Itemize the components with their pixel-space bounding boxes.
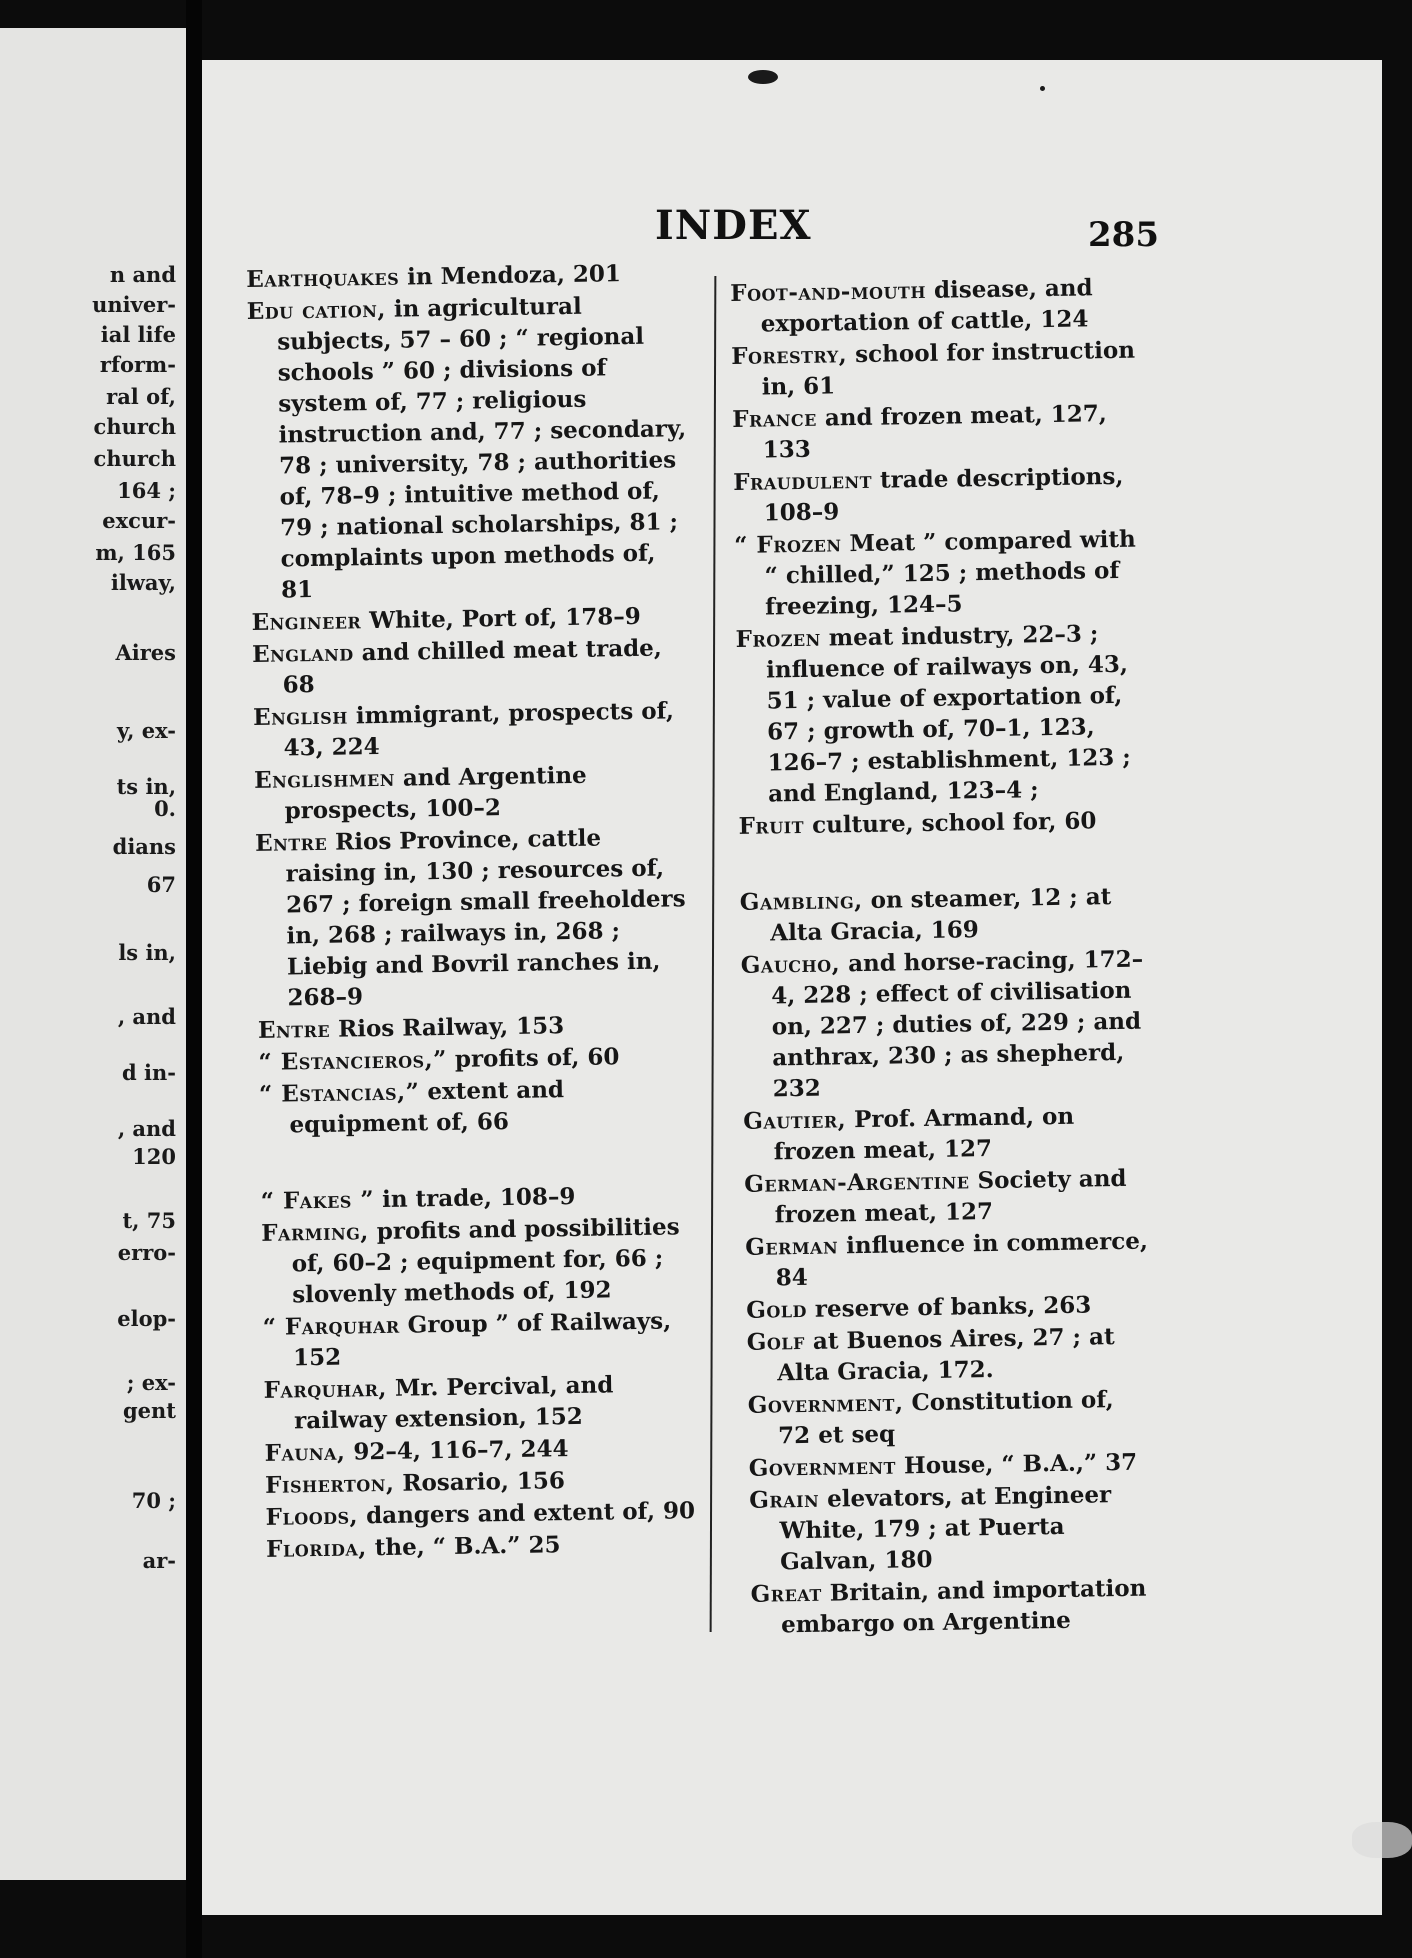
index-entry-text: and frozen meat, 127, 133 — [762, 400, 1108, 464]
index-headword: “ Estancias,” — [258, 1078, 420, 1108]
index-entry-text: influence in commerce, 84 — [775, 1227, 1149, 1292]
index-entry — [733, 461, 1138, 529]
index-entry-text: Rosario, 156 — [394, 1467, 566, 1497]
index-headword: Farquhar, — [263, 1374, 388, 1404]
index-column-left — [246, 257, 708, 1566]
index-entry — [743, 1100, 1148, 1168]
book-gutter — [186, 0, 202, 1958]
index-entry — [745, 1226, 1150, 1294]
index-headword: Farming, — [261, 1218, 369, 1247]
index-entry-text: dangers and extent of, 90 — [357, 1497, 696, 1530]
facing-page-text: erro- — [117, 1240, 176, 1265]
index-headword: Engineer — [251, 607, 362, 636]
facing-page-text: d in- — [122, 1060, 176, 1085]
index-entry-text: and chilled meat trade, 68 — [282, 634, 663, 699]
index-headword: German-Argentine — [744, 1167, 970, 1198]
index-entry-text: Rios Railway, 153 — [329, 1012, 565, 1043]
facing-page-text: , and — [117, 1004, 176, 1029]
facing-page-text: gent — [122, 1398, 176, 1423]
index-entry — [259, 1072, 702, 1141]
index-entry — [247, 289, 694, 606]
facing-page-text: dians — [112, 834, 176, 859]
facing-page-fragment — [0, 28, 186, 1880]
facing-page-text: church — [93, 414, 176, 439]
index-headword: Frozen — [735, 624, 821, 653]
index-entry-text: profits of, 60 — [446, 1043, 620, 1073]
facing-page-text: ; ex- — [126, 1370, 176, 1395]
index-entry-text: Group ” of Railways, 152 — [292, 1307, 672, 1372]
letter-section-gap — [260, 1135, 703, 1186]
index-entry — [263, 1368, 706, 1437]
index-entry-text: in trade, 108–9 — [373, 1182, 576, 1214]
index-headword: German — [745, 1232, 839, 1261]
index-headword: England — [251, 639, 354, 668]
page-number: 285 — [1088, 215, 1159, 255]
index-entry-text: elevators, at Engineer White, 179 ; at Puerta Galvan, 180 — [779, 1481, 1112, 1576]
facing-page-text: 0. — [154, 796, 176, 821]
print-speck — [1040, 86, 1045, 91]
facing-page-text: ral of, — [106, 384, 176, 409]
index-entry — [255, 821, 700, 1014]
index-headword: Gaucho, — [740, 950, 841, 979]
index-column-right — [730, 272, 1155, 1642]
index-entry — [744, 1163, 1149, 1231]
facing-page-text: 70 ; — [131, 1488, 176, 1513]
index-headword: “ Estancieros,” — [258, 1045, 448, 1076]
index-entry — [253, 695, 696, 764]
facing-page-text: ial life — [100, 322, 176, 347]
facing-page-text: 67 — [146, 872, 176, 897]
index-entry-text: White, Port of, 178–9 — [361, 602, 642, 635]
facing-page-text: ar- — [142, 1548, 176, 1573]
index-headword: Fraudulent — [733, 466, 873, 496]
index-headword: France — [732, 404, 818, 433]
index-entry-text: trade descriptions, 108–9 — [763, 462, 1124, 527]
index-headword: Edu cation, — [246, 295, 387, 325]
index-entry-text: the, “ B.A.” 25 — [366, 1531, 561, 1562]
index-entry-text: extent and equipment of, 66 — [289, 1076, 565, 1139]
facing-page-text: ilway, — [110, 570, 176, 595]
index-headword: Grain — [748, 1485, 820, 1514]
index-entry — [252, 632, 695, 701]
facing-page-text: t, 75 — [122, 1208, 176, 1233]
index-headword: “ Fakes ” — [260, 1186, 375, 1215]
index-entry — [746, 1289, 1150, 1326]
index-entry-text: disease, and exportation of cattle, 124 — [760, 274, 1093, 338]
index-headword: Government, — [747, 1389, 904, 1419]
index-entry — [750, 1572, 1155, 1640]
facing-page-text: y, ex- — [116, 718, 176, 743]
index-entry-text: Constitution of, 72 et seq — [777, 1386, 1114, 1450]
facing-page-text: ts in, — [116, 774, 176, 799]
facing-page-text: church — [93, 446, 176, 471]
index-headword: Great — [750, 1579, 822, 1608]
index-entry-text: immigrant, prospects of, 43, 224 — [283, 697, 675, 762]
index-entry — [266, 1527, 708, 1565]
index-entry-text: 92–4, 116–7, 244 — [345, 1435, 569, 1466]
index-entry-text: in agricultural subjects, 57 – 60 ; “ regional schools ” 60 ; divisions of system of, 77 ; religious instruction and, 77 ; secondary, 78 ; university, 78 ; authorities of, 78–9 ; intuitive method of, 79 ; national scholarships, 81 ; complaints upon methods of, 81 — [277, 292, 687, 604]
print-speck — [748, 70, 778, 84]
index-headword: “ Frozen — [733, 530, 842, 559]
index-headword: “ Farquhar — [262, 1311, 400, 1341]
facing-page-text: m, 165 — [95, 540, 176, 565]
index-headword: Florida, — [265, 1534, 368, 1563]
index-headword: Fauna, — [264, 1438, 346, 1467]
index-headword: Gold — [746, 1295, 808, 1324]
index-entry-text: profits and possibilities of, 60–2 ; equipment for, 66 ; slovenly methods of, 192 — [291, 1213, 680, 1309]
index-headword: Gambling, — [739, 886, 863, 916]
facing-page-text: Aires — [115, 640, 176, 665]
facing-page-text: ls in, — [118, 940, 176, 965]
facing-page-text: excur- — [102, 508, 176, 533]
page-smudge — [1352, 1822, 1412, 1858]
facing-page-text: n and — [109, 262, 176, 287]
facing-page-text: , and — [117, 1116, 176, 1141]
index-entry — [732, 398, 1137, 466]
index-entry — [740, 881, 1145, 949]
facing-page-text: rform- — [99, 352, 176, 377]
index-headword: Fisherton, — [264, 1469, 395, 1499]
index-headword: English — [252, 702, 349, 731]
index-entry — [749, 1479, 1154, 1578]
index-entry-text: in Mendoza, 201 — [398, 260, 622, 291]
index-entry — [741, 944, 1147, 1105]
index-headword: Englishmen — [253, 764, 396, 794]
index-entry-text: culture, school for, 60 — [803, 807, 1097, 839]
index-entry-text: Meat ” compared with “ chilled,” 125 ; methods of freezing, 124–5 — [764, 525, 1136, 621]
index-entry — [261, 1211, 704, 1311]
facing-page-text: 120 — [132, 1144, 176, 1169]
index-headword: Gautier, — [743, 1106, 847, 1135]
index-headword: Government — [748, 1452, 897, 1482]
index-entry — [735, 618, 1142, 810]
index-entry-text: and horse-racing, 172–4, 228 ; effect of civilisation on, 227 ; duties of, 229 ; and anthrax, 230 ; as shepherd, 232 — [771, 945, 1144, 1103]
index-entry — [730, 272, 1135, 340]
index-entry-text: Mr. Percival, and railway extension, 152 — [293, 1371, 614, 1435]
index-entry — [738, 805, 1142, 842]
index-entry-text: reserve of banks, 263 — [806, 1291, 1092, 1323]
index-entry — [734, 524, 1139, 623]
index-headword: Forestry, — [731, 341, 848, 370]
index-headword: Entre — [254, 828, 328, 857]
index-headword: Fruit — [738, 811, 805, 840]
index-entry — [262, 1305, 705, 1374]
letter-section-gap — [739, 837, 1144, 887]
facing-page-text: univer- — [92, 292, 176, 317]
index-entry-text: Rios Province, cattle raising in, 130 ; resources of, 267 ; foreign small freeholders in, 268 ; railways in, 268 ; Liebig and Bovril ranches in, 268–9 — [285, 824, 686, 1012]
index-headword: Floods, — [265, 1502, 359, 1531]
index-entry-text: Prof. Armand, on frozen meat, 127 — [773, 1102, 1075, 1166]
index-entry — [748, 1447, 1152, 1484]
index-entry-text: Britain, and importation embargo on Argentine — [780, 1574, 1147, 1639]
index-entry-text: House, “ B.A.,” 37 — [895, 1448, 1138, 1480]
index-entry-text: school for instruction in, 61 — [761, 336, 1136, 401]
index-headword: Entre — [257, 1015, 331, 1044]
index-entry-text: meat industry, 22–3 ; influence of railways on, 43, 51 ; value of exportation of, 67 ; growth of, 70–1, 123, 126–7 ; establishment, 123 ; and England, 123–4 ; — [765, 620, 1131, 808]
page-title: INDEX — [655, 202, 812, 249]
index-entry — [254, 758, 697, 827]
index-headword: Foot-and-mouth — [730, 276, 927, 307]
index-entry — [747, 1384, 1152, 1452]
index-headword: Earthquakes — [246, 263, 400, 293]
index-entry — [731, 335, 1136, 403]
index-entry-text: Society and frozen meat, 127 — [774, 1164, 1127, 1229]
facing-page-text: 164 ; — [117, 478, 176, 503]
facing-page-text: elop- — [117, 1306, 176, 1331]
index-entry-text: at Buenos Aires, 27 ; at Alta Gracia, 172. — [776, 1323, 1115, 1387]
index-entry-text: on steamer, 12 ; at Alta Gracia, 169 — [770, 883, 1112, 947]
index-headword: Golf — [746, 1327, 806, 1356]
index-entry — [746, 1321, 1151, 1389]
index-entry-text: and Argentine prospects, 100–2 — [284, 761, 587, 825]
